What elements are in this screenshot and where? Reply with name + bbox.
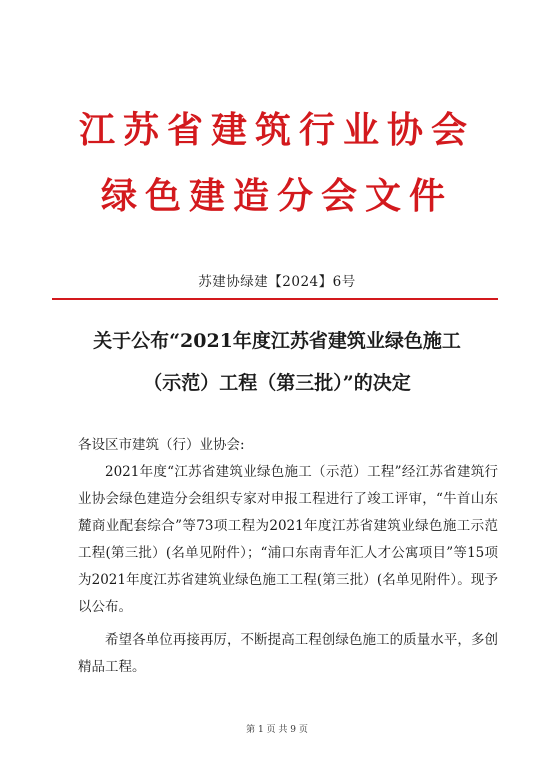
document-title-line-2: （示范）工程（第三批）”的决定 (143, 372, 411, 394)
page-indicator: 第 1 页 共 9 页 (246, 725, 308, 735)
body-paragraph-1: 2021年度“江苏省建筑业绿色施工（示范）工程”经江苏省建筑行业协会绿色建造分会组织专家对申报工程进行了竣工评审，“牛首山东麓商业配套综合”等73项工程为2021年度江苏省建筑业绿色施工示范工程(第三批）(名单见附件）；“浦口东南青年汇人才公寓项目”等15项为2021年度江苏省建筑业绿色施工工程(第三批）(名单见附件）。现予以公布。 (78, 464, 498, 615)
org-name-line-1: 江苏省建筑行业协会 (78, 110, 475, 151)
body-paragraph-2: 希望各单位再接再厉，不断提高工程创绿色施工的质量水平，多创精品工程。 (78, 632, 498, 675)
org-name-line-2: 绿色建造分会文件 (100, 176, 453, 217)
salutation: 各设区市建筑（行）业协会: (78, 437, 245, 453)
document-number: 苏建协绿建【2024】6号 (198, 274, 356, 290)
red-divider-line (52, 298, 498, 300)
document-title-line-1: 关于公布“2021年度江苏省建筑业绿色施工 (93, 330, 461, 352)
document-body (78, 432, 498, 681)
